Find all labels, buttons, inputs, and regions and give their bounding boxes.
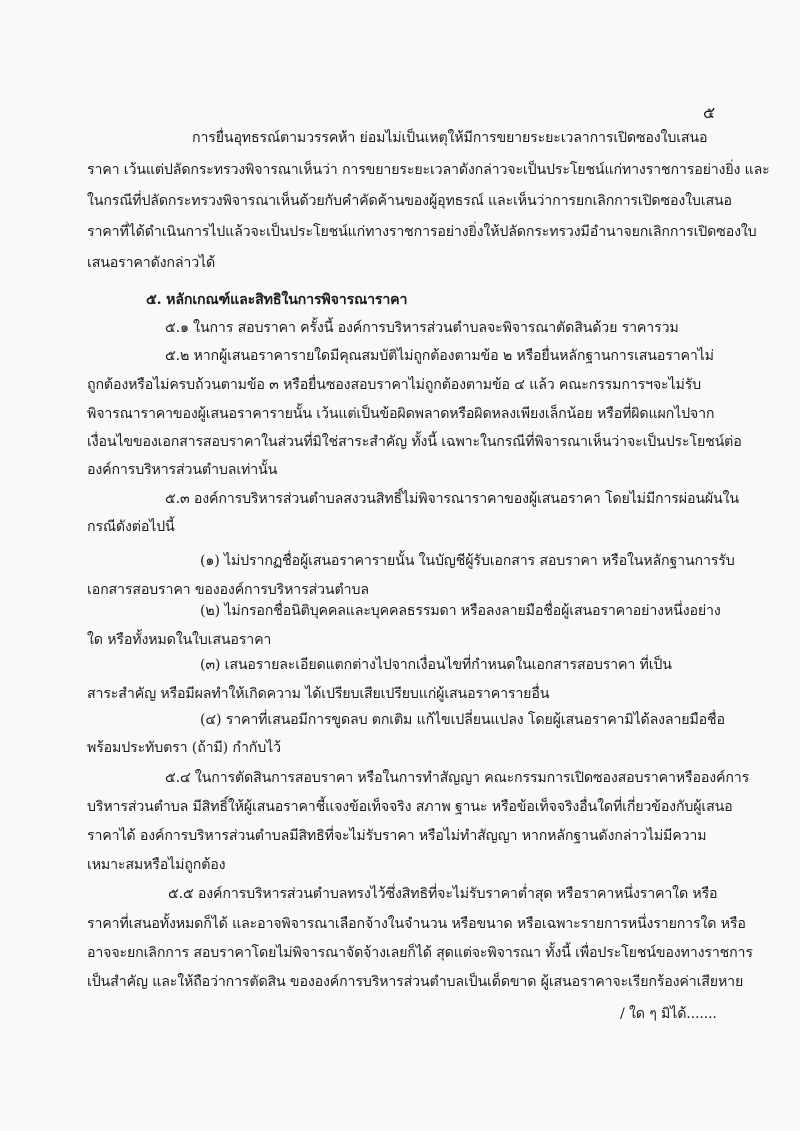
paragraph-line: เสนอราคาดังกล่าวได้ bbox=[87, 255, 216, 271]
clause-5-4-line: ราคาได้ องค์การบริหารส่วนตำบลมีสิทธิที่จะไม่รับราคา หรือไม่ทำสัญญา หากหลักฐานดังกล่าวไม่มีความ bbox=[87, 828, 707, 844]
clause-5-5-line: ๕.๕ องค์การบริหารส่วนตำบลทรงไว้ซึ่งสิทธิที่จะไม่รับราคาต่ำสุด หรือราคาหนึ่งราคาใด หรือ bbox=[168, 886, 718, 902]
clause-5-2-line: ถูกต้องหรือไม่ครบถ้วนตามข้อ ๓ หรือยื่นซองสอบราคาไม่ถูกต้องตามข้อ ๔ แล้ว คณะกรรมการฯจะไม่รับ bbox=[87, 377, 702, 393]
clause-5-1: ๕.๑ ในการ สอบราคา ครั้งนี้ องค์การบริหารส่วนตำบลจะพิจารณาตัดสินด้วย ราคารวม bbox=[165, 320, 679, 336]
subclause-3-line: สาระสำคัญ หรือมีผลทำให้เกิดความ ได้เปรียบเสียเปรียบแก่ผู้เสนอราคารายอื่น bbox=[87, 686, 550, 702]
clause-5-2-line: พิจารณาราคาของผู้เสนอราคารายนั้น เว้นแต่เป็นข้อผิดพลาดหรือผิดหลงเพียงเล็กน้อย หรือที่ผิดแผกไปจาก bbox=[87, 406, 715, 422]
clause-5-2-line: ๕.๒ หากผู้เสนอราคารายใดมีคุณสมบัติไม่ถูกต้องตามข้อ ๒ หรือยื่นหลักฐานการเสนอราคาไม่ bbox=[165, 348, 714, 364]
subclause-1-line: (๑) ไม่ปรากฏชื่อผู้เสนอราคารายนั้น ในบัญชีผู้รับเอกสาร สอบราคา หรือในหลักฐานการรับ bbox=[200, 553, 735, 569]
subclause-2-line: (๒) ไม่กรอกชื่อนิติบุคคลและบุคคลธรรมดา หรือลงลายมือชื่อผู้เสนอราคาอย่างหนึ่งอย่าง bbox=[200, 603, 721, 619]
subclause-2-line: ใด หรือทั้งหมดในใบเสนอราคา bbox=[87, 632, 272, 648]
clause-5-4-line: บริหารส่วนตำบล มีสิทธิ์ให้ผู้เสนอราคาชี้แจงข้อเท็จจริง สภาพ ฐานะ หรือข้อเท็จจริงอื่นใดที่เกี่ยวข้องกับผู้เสนอ bbox=[87, 799, 733, 815]
clause-5-4-line: เหมาะสมหรือไม่ถูกต้อง bbox=[87, 857, 226, 873]
clause-5-2-line: เงื่อนไขของเอกสารสอบราคาในส่วนที่มิใช่สาระสำคัญ ทั้งนี้ เฉพาะในกรณีที่พิจารณาเห็นว่าจะเป็นประโยชน์ต่อ bbox=[87, 434, 742, 450]
clause-5-5-line: เป็นสำคัญ และให้ถือว่าการตัดสิน ขององค์การบริหารส่วนตำบลเป็นเด็ดขาด ผู้เสนอราคาจะเรียกร้องค่าเสียหาย bbox=[87, 974, 744, 990]
subclause-1-line: เอกสารสอบราคา ขององค์การบริหารส่วนตำบล bbox=[87, 582, 369, 598]
clause-5-3-line: ๕.๓ องค์การบริหารส่วนตำบลสงวนสิทธิ์ไม่พิจารณาราคาของผู้เสนอราคา โดยไม่มีการผ่อนผันใน bbox=[165, 491, 739, 507]
section-heading: ๕. หลักเกณฑ์และสิทธิในการพิจารณาราคา bbox=[146, 292, 408, 308]
clause-5-5-line: ราคาที่เสนอทั้งหมดก็ได้ และอาจพิจารณาเลือกจ้างในจำนวน หรือขนาด หรือเฉพาะรายการหนึ่งรายการใด หรือ bbox=[87, 916, 746, 932]
paragraph-line: ในกรณีที่ปลัดกระทรวงพิจารณาเห็นด้วยกับคำคัดค้านของผู้อุทธรณ์ และเห็นว่าการยกเลิกการเปิดซองใบเสนอ bbox=[87, 193, 732, 209]
paragraph-line: ราคาที่ได้ดำเนินการไปแล้วจะเป็นประโยชน์แก่ทางราชการอย่างยิ่งให้ปลัดกระทรวงมีอำนาจยกเลิกการเปิดซองใบ bbox=[87, 224, 757, 240]
subclause-4-line: พร้อมประทับตรา (ถ้ามี) กำกับไว้ bbox=[87, 740, 281, 756]
paragraph-line: ราคา เว้นแต่ปลัดกระทรวงพิจารณาเห็นว่า การขยายระยะเวลาดังกล่าวจะเป็นประโยชน์แก่ทางราชการอย่างยิ่ง และ bbox=[87, 162, 770, 178]
continuation-marker: / ใด ๆ มิได้....... bbox=[620, 1006, 717, 1022]
clause-5-5-line: อาจจะยกเลิกการ สอบราคาโดยไม่พิจารณาจัดจ้างเลยก็ได้ สุดแต่จะพิจารณา ทั้งนี้ เพื่อประโยชน์ของทางราชการ bbox=[87, 945, 753, 961]
clause-5-4-line: ๕.๔ ในการตัดสินการสอบราคา หรือในการทำสัญญา คณะกรรมการเปิดซองสอบราคาหรือองค์การ bbox=[165, 770, 750, 786]
subclause-4-line: (๔) ราคาที่เสนอมีการขูดลบ ตกเติม แก้ไขเปลี่ยนแปลง โดยผู้เสนอราคามิได้ลงลายมือชื่อ bbox=[200, 712, 725, 728]
page-number: ๕ bbox=[703, 103, 715, 122]
clause-5-3-line: กรณีดังต่อไปนี้ bbox=[87, 519, 175, 535]
paragraph-line: การยื่นอุทธรณ์ตามวรรคห้า ย่อมไม่เป็นเหตุให้มีการขยายระยะเวลาการเปิดซองใบเสนอ bbox=[192, 130, 708, 146]
clause-5-2-line: องค์การบริหารส่วนตำบลเท่านั้น bbox=[87, 462, 278, 478]
subclause-3-line: (๓) เสนอรายละเอียดแตกต่างไปจากเงื่อนไขที่กำหนดในเอกสารสอบราคา ที่เป็น bbox=[200, 657, 672, 673]
